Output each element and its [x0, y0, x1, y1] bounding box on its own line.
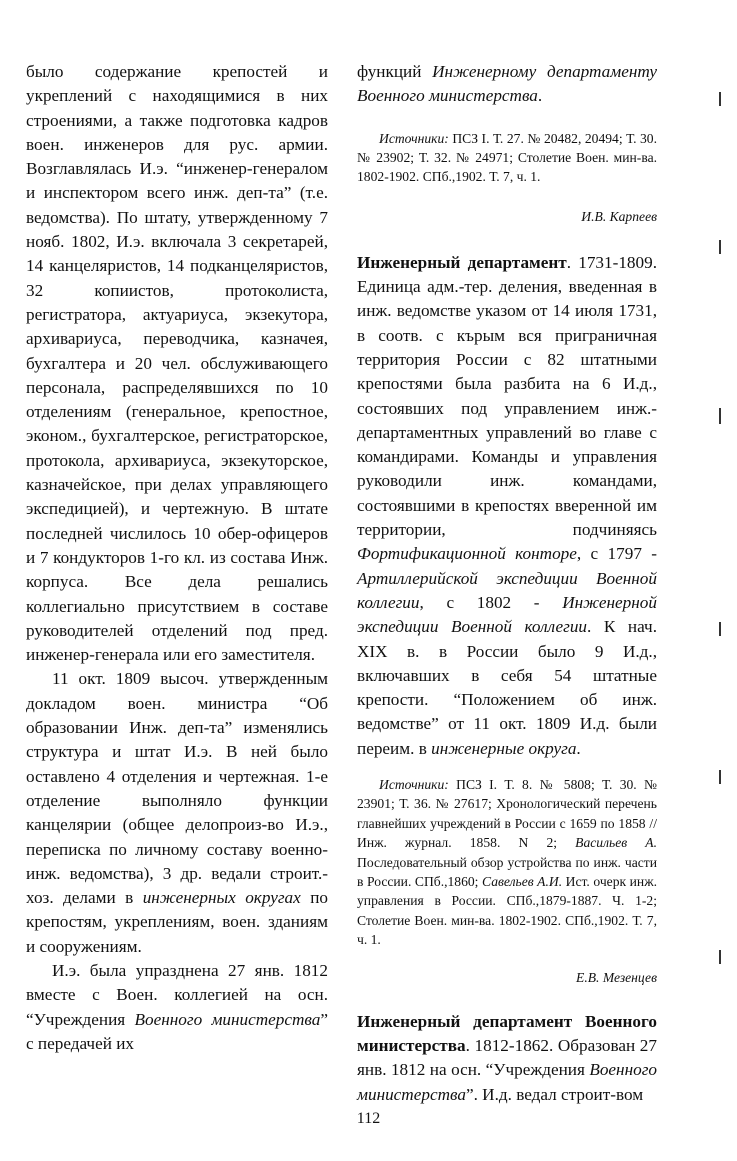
scan-mark	[719, 622, 721, 636]
scan-mark	[719, 408, 721, 424]
entry-paragraph: Инженерный департамент Военного министерства. 1812-1862. Образован 27 янв. 1812 на осн. “Учреждения Военного министерства”. И.д. ведал строит-вом	[357, 1011, 657, 1104]
scan-mark	[719, 240, 721, 254]
page-number: 112	[356, 1110, 381, 1127]
entry-title: Инженерный департамент Военного министерства	[357, 1011, 657, 1055]
scan-mark	[719, 92, 721, 106]
scan-mark	[719, 770, 721, 784]
sources-block: Источники: ПСЗ I. Т. 27. № 20482, 20494; Т. 30. № 23902; Т. 32. № 24971; Столетие Воен. мин-ва. 1802-1902. СПб.,1902. Т. 7, ч. 1.	[357, 130, 657, 185]
entry-paragraph: Инженерный департамент. 1731-1809. Единица адм.-тер. деления, введенная в инж. ведомстве указом от 14 июля 1731, в соотв. с кърым вся приграничная территория России с 82 штатными крепостями была разбита на 6 И.д., состоявших под управлением инж.-департаментных управлений во главе с командирами. Команды и управления руководили инж. командами, состоявшими в крепостях вверенной им территории, подчиняясь Фортификационной конторе, с 1797 - Артиллерийской экспедиции Военной коллегии, с 1802 - Инженерной экспедиции Военной коллегии. К нач. XIX в. в России было 9 И.д., включавших в себя 54 штатные крепости. “Положением об инж. ведомстве” от 11 окт. 1809 И.д. были переим. в инженерные округа.	[357, 252, 657, 758]
paragraph: И.э. была упразднена 27 янв. 1812 вместе с Воен. коллегией на осн. “Учреждения Военного министерства” с передачей их	[26, 960, 329, 1053]
paragraph: было содержание крепостей и укреплений с находящимися в них строениями, а также подготовка кадров воен. инженеров для рус. армии. Возглавлялась И.э. “инженер-генералом и инспектором всего инж. деп-та” (т.е. ведомства). По штату, утвержденному 7 нояб. 1802, И.э. включала 3 секретарей, 14 канцеляристов, 14 подканцеляристов, 32 копиистов, протоколиста, регистратора, актуариуса, экзекутора, архивариуса, переводчика, казначея, бухгалтера и 20 чел. обслуживающего персонала, распределявшихся по 10 отделениям (генеральное, крепостное, эконом., бухгалтерское, регистраторское, протокола, архивариуса, экзекуторское, казначейское, при делах управляющего экспедицией), и чертежную. В штате последней числилось 10 обер-офицеров и 7 кондукторов 1-го кл. из состава Инж. корпуса. Все дела решались коллегиально присутствием в составе руководителей отделений под пред. инженер-генерала или его заместителя.	[26, 62, 328, 665]
entry-title: Инженерный департамент	[357, 252, 567, 272]
left-column	[26, 60, 328, 1056]
right-column	[357, 60, 657, 1107]
scan-mark	[719, 950, 721, 964]
paragraph: функций Инженерному департаменту Военного министерства.	[357, 62, 657, 106]
author-signature: Е.В. Мезенцев	[576, 969, 657, 985]
sources-block: Источники: ПСЗ I. Т. 8. № 5808; Т. 30. № 23901; Т. 36. № 27617; Хронологический перечень главнейших учреждений в России с 1659 по 1858 // Инж. журнал. 1858. N 2; Васильев А. Последовательный обзор устройства по инж. части в России. СПб.,1860; Савельев А.И. Ист. очерк инж. управления в России. СПб.,1879-1887. Ч. 1-2; Столетие Воен. мин-ва. 1802-1902. СПб.,1902. Т. 7, ч. 1.	[357, 777, 657, 948]
paragraph: 11 окт. 1809 высоч. утвержденным докладом воен. министра “Об образовании Инж. деп-та” изменялись структура и штат И.э. В ней было оставлено 4 отделения и чертежная. 1-е отделение выполняло функции канцелярии (общее делопроиз-во И.э., переписка по личному составу военно-инж. ведомства), 3 др. ведали строит.-хоз. делами в инженерных округах по крепостям, укреплениям, воен. зданиям и сооружениям.	[26, 669, 328, 956]
author-signature: И.В. Карпеев	[581, 208, 657, 224]
